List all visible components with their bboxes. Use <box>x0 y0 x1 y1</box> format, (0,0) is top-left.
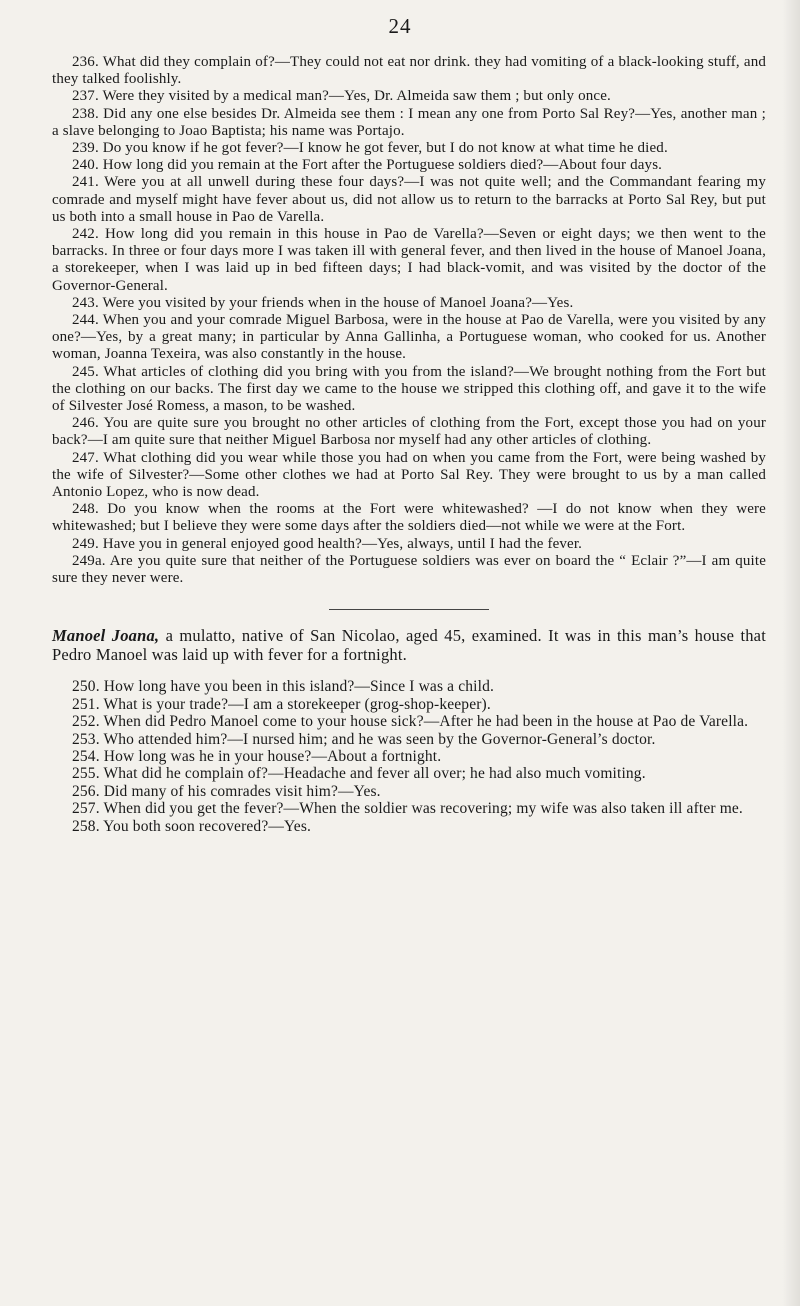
question-answer: 249a. Are you quite sure that neither of the Portuguese soldiers was ever on board the “ Eclair ?”—I am quite sure they never were. <box>52 552 766 587</box>
question-answer: 238. Did any one else besides Dr. Almeida see them : I mean any one from Porto Sal Rey?—Yes, another man ; a slave belonging to Joao Baptista; his name was Portajo. <box>52 105 766 139</box>
question-answer: 252. When did Pedro Manoel come to your house sick?—After he had been in the house at Pao de Varella. <box>72 713 749 731</box>
question-answer: 257. When did you get the fever?—When the soldier was recovering; my wife was also taken ill after me. <box>72 800 743 818</box>
question-answer: 248. Do you know when the rooms at the Fort were whitewashed? —I do not know when they were whitewashed; but I believe they were some days after the soldiers died—not while we were at the Fort. <box>52 501 766 535</box>
question-answer: 239. Do you know if he got fever?—I know he got fever, but I do not know at what time he died. <box>72 140 668 157</box>
question-answer: 243. Were you visited by your friends when in the house of Manoel Joana?—Yes. <box>72 294 574 311</box>
testimony-section-1 <box>52 54 766 587</box>
page-number: 24 <box>388 14 412 38</box>
question-answer: 249. Have you in general enjoyed good health?—Yes, always, until I had the fever. <box>72 535 583 552</box>
question-answer: 258. You both soon recovered?—Yes. <box>72 817 312 835</box>
question-answer: 242. How long did you remain in this house in Pao de Varella?—Seven or eight days; we then went to the barracks. In three or four days more I was taken ill with general fever, and then lived in the house of Manoel Joana, a storekeeper, when I was laid up in bed fifteen days; I had black-vomit, and was visited by the doctor of the Governor-General. <box>52 226 766 294</box>
question-answer: 241. Were you at all unwell during these four days?—I was not quite well; and the Commandant fearing my comrade and myself might have fever about us, did not allow us to return to the barracks at Porto Sal Rey, but put us both into a small house in Pao de Varella. <box>52 174 766 225</box>
question-answer: 254. How long was he in your house?—About a fortnight. <box>72 747 442 765</box>
witness-intro <box>52 626 766 664</box>
section-divider <box>329 609 489 610</box>
page-edge-shadow <box>782 0 800 1306</box>
question-answer: 236. What did they complain of?—They could not eat nor drink. they had vomiting of a black-looking stuff, and they talked foolishly. <box>52 54 766 88</box>
question-answer: 245. What articles of clothing did you bring with you from the island?—We brought nothing from the Fort but the clothing on our backs. The first day we came to the house we stripped this clothing off, and gave it to the wife of Silvester José Romess, a mason, to be washed. <box>52 363 766 415</box>
witness-description: a mulatto, native of San Nicolao, aged 45, examined. It was in this man’s house that Pedro Manoel was laid up with fever for a fortnight. <box>52 626 766 665</box>
text-column <box>52 54 766 835</box>
question-answer: 256. Did many of his comrades visit him?—Yes. <box>72 782 381 800</box>
question-answer: 255. What did he complain of?—Headache and fever all over; he had also much vomiting. <box>72 765 646 783</box>
testimony-section-2 <box>52 678 766 835</box>
question-answer: 250. How long have you been in this island?—Since I was a child. <box>72 678 494 696</box>
question-answer: 237. Were they visited by a medical man?—Yes, Dr. Almeida saw them ; but only once. <box>72 88 611 105</box>
question-answer: 251. What is your trade?—I am a storekeeper (grog-shop-keeper). <box>72 695 491 713</box>
question-answer: 246. You are quite sure you brought no other articles of clothing from the Fort, except those you had on your back?—I am quite sure that neither Miguel Barbosa nor myself had any other articles of clothing. <box>52 415 766 449</box>
question-answer: 253. Who attended him?—I nursed him; and he was seen by the Governor-General’s doctor. <box>72 730 656 748</box>
witness-name: Manoel Joana, <box>52 626 160 646</box>
question-answer: 240. How long did you remain at the Fort after the Portuguese soldiers died?—About four days. <box>72 157 663 174</box>
question-answer: 247. What clothing did you wear while those you had on when you came from the Fort, were being washed by the wife of Silvester?—Some other clothes we had at Porto Sal Rey. They were brought to us by a man called Antonio Lopez, who is now dead. <box>52 449 766 501</box>
question-answer: 244. When you and your comrade Miguel Barbosa, were in the house at Pao de Varella, were you visited by any one?—Yes, by a great many; in particular by Anna Gallinha, a Portuguese woman, who cooked for us. Another woman, Joanna Texeira, was also constantly in the house. <box>52 312 766 363</box>
